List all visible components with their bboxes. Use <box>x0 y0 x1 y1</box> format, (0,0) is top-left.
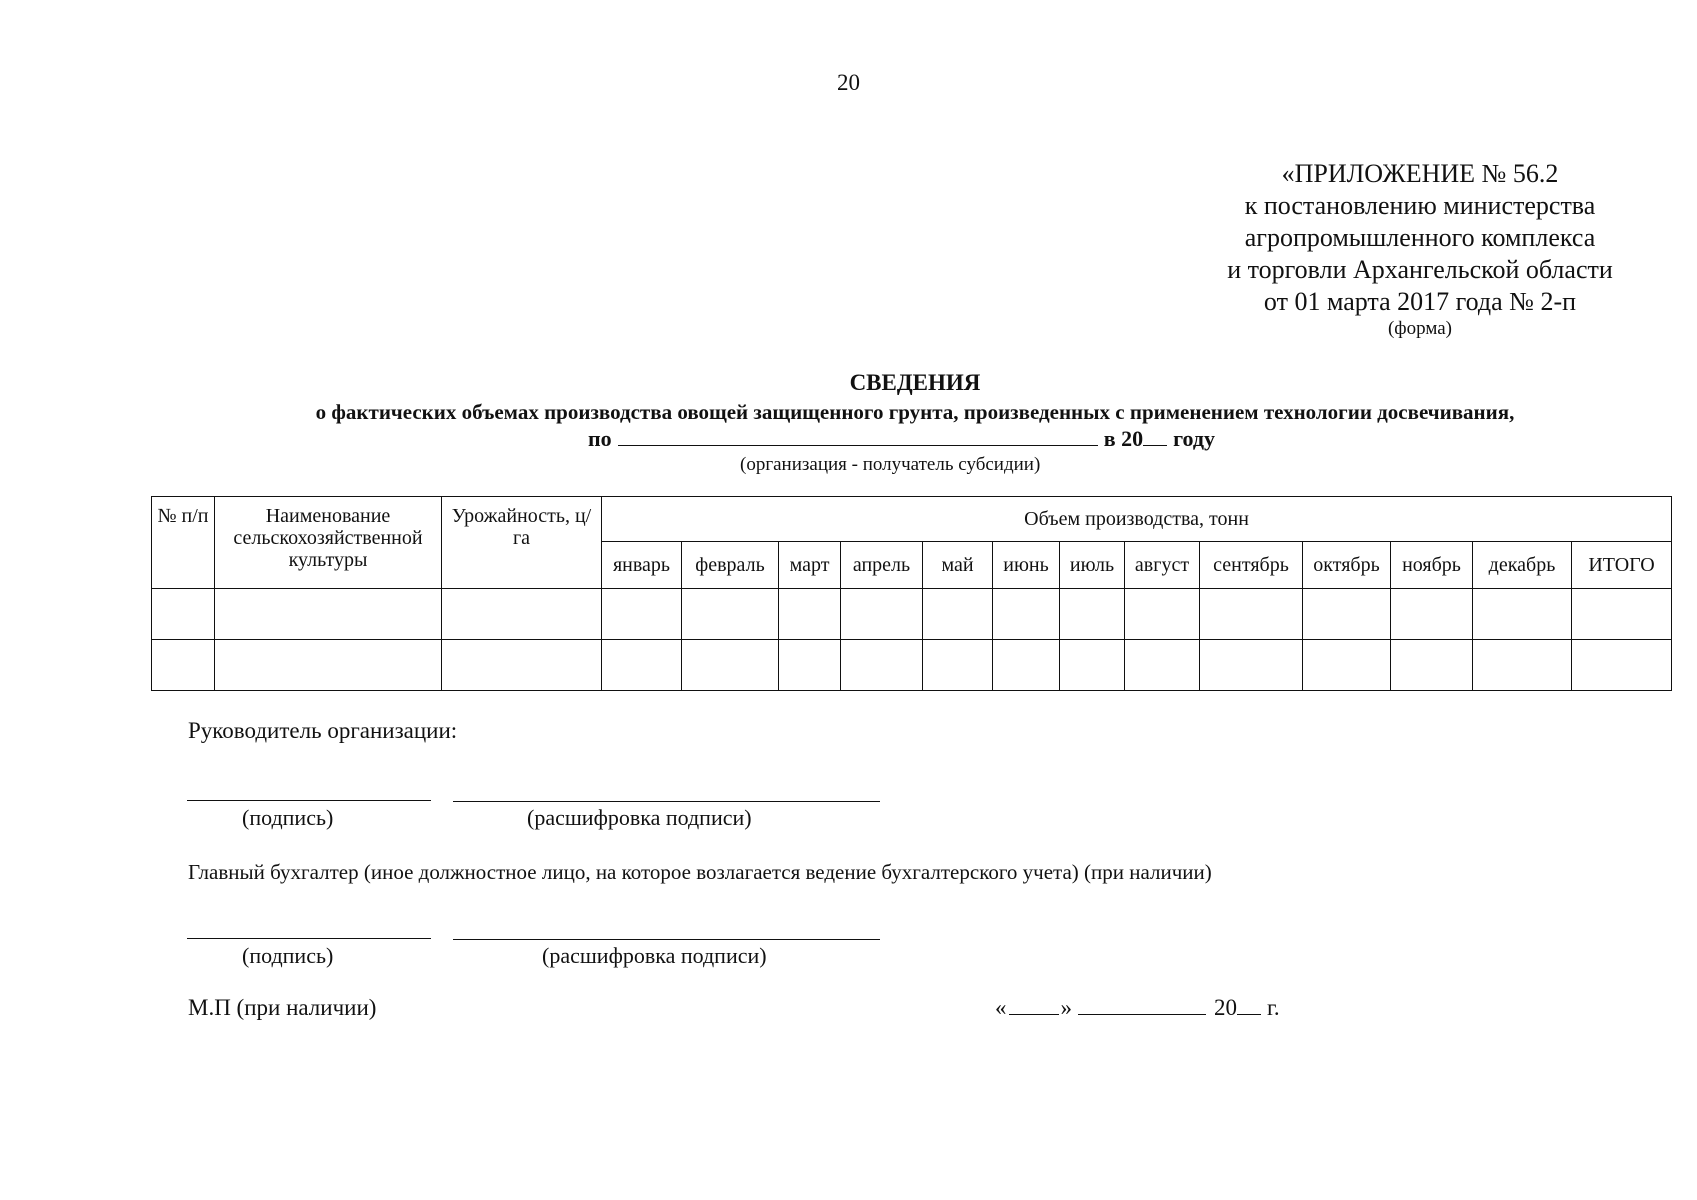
table-cell[interactable] <box>215 640 442 691</box>
table-cell[interactable] <box>1060 640 1125 691</box>
production-table <box>151 496 1672 691</box>
table-cell[interactable] <box>602 589 682 640</box>
table-cell[interactable] <box>1200 589 1303 640</box>
table-cell[interactable] <box>841 589 923 640</box>
table-row <box>152 640 1672 691</box>
table-cell[interactable] <box>923 640 993 691</box>
table-row <box>152 589 1672 640</box>
header-month: сентябрь <box>1200 542 1303 589</box>
table-cell[interactable] <box>993 589 1060 640</box>
day-blank[interactable] <box>1009 996 1059 1015</box>
table-cell[interactable] <box>1200 640 1303 691</box>
accountant-label: Главный бухгалтер (иное должностное лицо, на которое возлагается ведение бухгалтерского учета) (при наличии) <box>188 860 1212 884</box>
table-cell[interactable] <box>1473 589 1572 640</box>
header-month: ноябрь <box>1391 542 1473 589</box>
header-crop: Наименование сельскохозяйственной культуры <box>215 497 442 589</box>
header-total: ИТОГО <box>1572 542 1672 589</box>
table-cell[interactable] <box>1391 589 1473 640</box>
table-cell[interactable] <box>1125 640 1200 691</box>
form-note: (форма) <box>1387 318 1452 339</box>
table-cell[interactable] <box>1572 640 1672 691</box>
header-month: декабрь <box>1473 542 1572 589</box>
accountant-decryption-caption: (расшифровка подписи) <box>542 943 767 968</box>
date-open-quote: « <box>995 995 1007 1020</box>
document-title: СВЕДЕНИЯ <box>849 370 981 395</box>
table-cell[interactable] <box>152 640 215 691</box>
table-cell[interactable] <box>779 589 841 640</box>
table-cell[interactable] <box>779 640 841 691</box>
year-blank[interactable] <box>1143 427 1167 446</box>
table-cell[interactable] <box>1060 589 1125 640</box>
header-month: март <box>779 542 841 589</box>
period-year-suffix: году <box>1173 426 1216 451</box>
appendix-line-3: агропромышленного комплекса <box>1244 223 1596 252</box>
head-decryption-caption: (расшифровка подписи) <box>527 805 752 830</box>
table-cell[interactable] <box>682 589 779 640</box>
date-line <box>995 995 1280 1021</box>
head-signature-caption: (подпись) <box>242 805 334 830</box>
appendix-line-1: «ПРИЛОЖЕНИЕ № 56.2 <box>1281 159 1559 188</box>
header-yield: Урожайность, ц/га <box>442 497 602 589</box>
table-cell[interactable] <box>682 640 779 691</box>
date-close-quote: » <box>1060 995 1072 1020</box>
stamp-label: М.П (при наличии) <box>188 995 377 1020</box>
table-cell[interactable] <box>442 589 602 640</box>
date-year-prefix: 20 <box>1214 995 1237 1020</box>
head-signature-line[interactable] <box>187 800 431 801</box>
header-number: № п/п <box>152 497 215 589</box>
table-cell[interactable] <box>1303 640 1391 691</box>
page-number: 20 <box>837 70 860 95</box>
accountant-decryption-line[interactable] <box>453 939 880 940</box>
head-label: Руководитель организации: <box>188 718 458 743</box>
header-month: июль <box>1060 542 1125 589</box>
table-cell[interactable] <box>1572 589 1672 640</box>
period-year-prefix: в 20 <box>1103 426 1144 451</box>
document-subtitle: о фактических объемах производства овощей защищенного грунта, произведенных с применением технологии досвечивания, <box>315 400 1515 424</box>
head-decryption-line[interactable] <box>453 801 880 802</box>
table-cell[interactable] <box>923 589 993 640</box>
accountant-signature-caption: (подпись) <box>242 943 334 968</box>
table-cell[interactable] <box>993 640 1060 691</box>
table-cell[interactable] <box>841 640 923 691</box>
header-month: июнь <box>993 542 1060 589</box>
table-cell[interactable] <box>1303 589 1391 640</box>
date-year-blank[interactable] <box>1237 996 1261 1015</box>
table-cell[interactable] <box>602 640 682 691</box>
header-month: октябрь <box>1303 542 1391 589</box>
period-line <box>588 426 1215 452</box>
organization-blank[interactable] <box>618 427 1098 446</box>
period-prefix: по <box>588 426 612 451</box>
date-year-suffix: г. <box>1267 995 1280 1020</box>
table-cell[interactable] <box>1473 640 1572 691</box>
appendix-line-2: к постановлению министерства <box>1244 191 1596 220</box>
header-month: февраль <box>682 542 779 589</box>
header-volume: Объем производства, тонн <box>602 497 1672 542</box>
appendix-line-4: и торговли Архангельской области <box>1227 255 1613 284</box>
table-cell[interactable] <box>215 589 442 640</box>
table-cell[interactable] <box>1391 640 1473 691</box>
header-month: май <box>923 542 993 589</box>
month-blank[interactable] <box>1078 996 1206 1015</box>
appendix-header <box>1180 158 1660 340</box>
table-cell[interactable] <box>152 589 215 640</box>
header-month: январь <box>602 542 682 589</box>
header-month: август <box>1125 542 1200 589</box>
accountant-signature-line[interactable] <box>187 938 431 939</box>
header-month: апрель <box>841 542 923 589</box>
appendix-line-5: от 01 марта 2017 года № 2-п <box>1263 287 1577 316</box>
organization-caption: (организация - получатель субсидии) <box>740 454 1041 475</box>
table-cell[interactable] <box>442 640 602 691</box>
table-cell[interactable] <box>1125 589 1200 640</box>
